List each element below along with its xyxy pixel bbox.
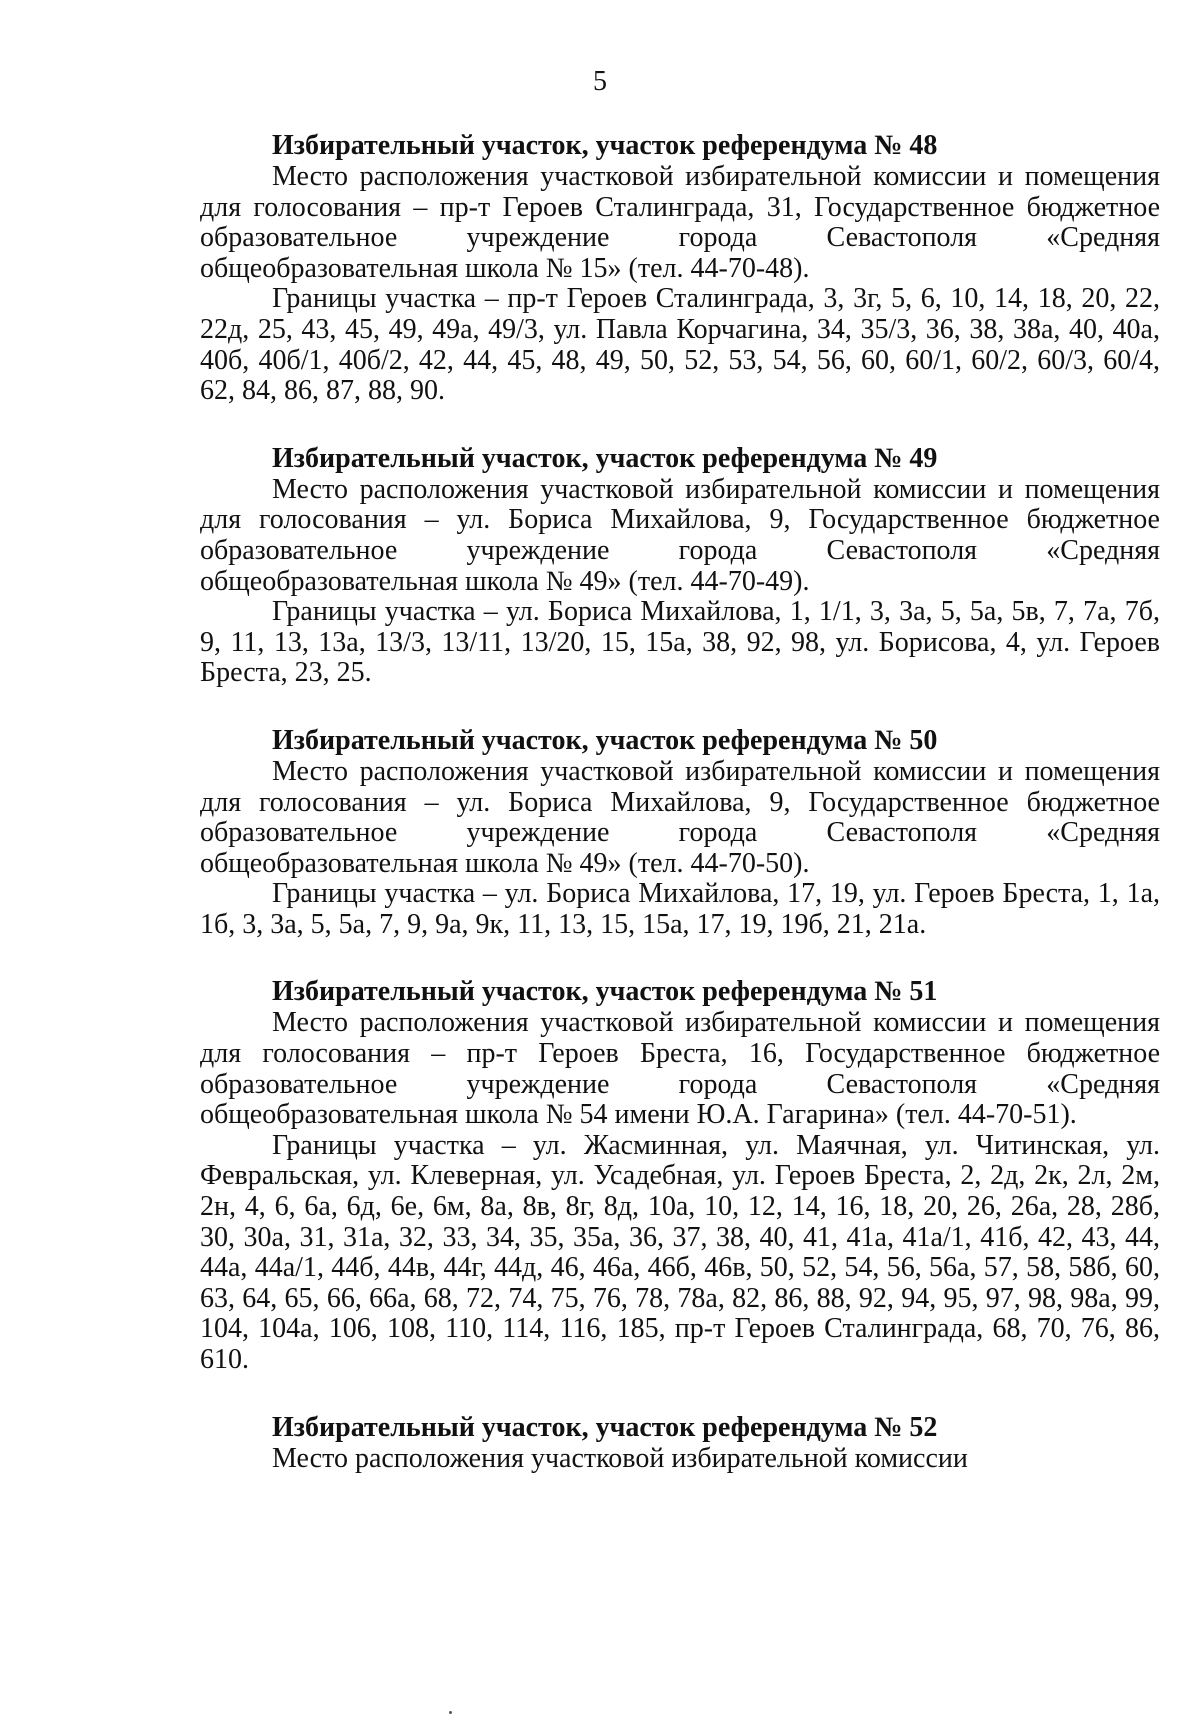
boundaries-paragraph: Границы участка – пр-т Героев Сталинграда, 3, 3г, 5, 6, 10, 14, 18, 20, 22, 22д, 25, 43, 45, 49, 49а, 49/3, ул. Павла Корчагина, 34, 35/3, 36, 38, 38а, 40, 40а, 40б, 40б/1, 40б/2, 42, 44, 45, 48, 49, 50, 52, 53, 54, 56, 60, 60/1, 60/2, 60/3, 60/4, 62, 84, 86, 87, 88, 90. bbox=[200, 283, 1160, 407]
section-title: Избирательный участок, участок референдума № 51 bbox=[272, 976, 938, 1008]
location-paragraph: Место расположения участковой избирательной комиссии bbox=[272, 1442, 968, 1474]
precinct-49 bbox=[200, 443, 1160, 689]
boundaries-paragraph: Границы участка – ул. Жасминная, ул. Маячная, ул. Читинская, ул. Февральская, ул. Клеверная, ул. Усадебная, ул. Героев Бреста, 2, 2д, 2к, 2л, 2м, 2н, 4, 6, 6а, 6д, 6е, 6м, 8а, 8в, 8г, 8д, 10а, 10, 12, 14, 16, 18, 20, 26, 26а, 28, 28б, 30, 30а, 31, 31а, 32, 33, 34, 35, 35а, 36, 37, 38, 40, 41, 41а, 41а/1, 41б, 42, 43, 44, 44а, 44а/1, 44б, 44в, 44г, 44д, 46, 46а, 46б, 46в, 50, 52, 54, 56, 56а, 57, 58, 58б, 60, 63, 64, 65, 66, 66а, 68, 72, 74, 75, 76, 78, 78а, 82, 86, 88, 92, 94, 95, 97, 98, 98а, 99, 104, 104а, 106, 108, 110, 114, 116, 185, пр-т Героев Сталинграда, 68, 70, 76, 86, 610. bbox=[200, 1129, 1160, 1375]
document-body bbox=[200, 130, 1160, 1510]
precinct-52 bbox=[200, 1412, 1160, 1475]
section-title: Избирательный участок, участок референдума № 48 bbox=[272, 130, 938, 161]
precinct-48 bbox=[200, 130, 1160, 407]
boundaries-paragraph: Границы участка – ул. Бориса Михайлова, 17, 19, ул. Героев Бреста, 1, 1а, 1б, 3, 3а, 5, 5а, 7, 9, 9а, 9к, 11, 13, 15, 15а, 17, 19, 19б, 21, 21а. bbox=[200, 878, 1160, 940]
precinct-51 bbox=[200, 976, 1160, 1375]
precinct-50 bbox=[200, 725, 1160, 941]
section-title: Избирательный участок, участок референдума № 49 bbox=[272, 442, 938, 474]
section-title: Избирательный участок, участок референдума № 52 bbox=[272, 1411, 938, 1443]
location-paragraph: Место расположения участковой избирательной комиссии и помещения для голосования – пр-т Героев Бреста, 16, Государственное бюджетное образовательное учреждение города Севастополя «Средняя общеобразовательная школа № 54 имени Ю.А. Гагарина» (тел. 44-70-51). bbox=[200, 1007, 1160, 1131]
scan-speck bbox=[449, 1711, 452, 1714]
location-paragraph: Место расположения участковой избирательной комиссии и помещения для голосования – ул. Бориса Михайлова, 9, Государственное бюджетное образовательное учреждение города Севастополя «Средняя общеобразовательная школа № 49» (тел. 44-70-50). bbox=[200, 755, 1160, 879]
section-title: Избирательный участок, участок референдума № 50 bbox=[272, 724, 938, 756]
boundaries-paragraph: Границы участка – ул. Бориса Михайлова, 1, 1/1, 3, 3а, 5, 5а, 5в, 7, 7а, 7б, 9, 11, 13, 13а, 13/3, 13/11, 13/20, 15, 15а, 38, 92, 98, ул. Борисова, 4, ул. Героев Бреста, 23, 25. bbox=[200, 596, 1160, 689]
page-number: 5 bbox=[593, 66, 607, 97]
location-paragraph: Место расположения участковой избирательной комиссии и помещения для голосования – ул. Бориса Михайлова, 9, Государственное бюджетное образовательное учреждение города Севастополя «Средняя общеобразовательная школа № 49» (тел. 44-70-49). bbox=[200, 473, 1160, 597]
location-paragraph: Место расположения участковой избирательной комиссии и помещения для голосования – пр-т Героев Сталинграда, 31, Государственное бюджетное образовательное учреждение города Севастополя «Средняя общеобразовательная школа № 15» (тел. 44-70-48). bbox=[200, 161, 1160, 284]
